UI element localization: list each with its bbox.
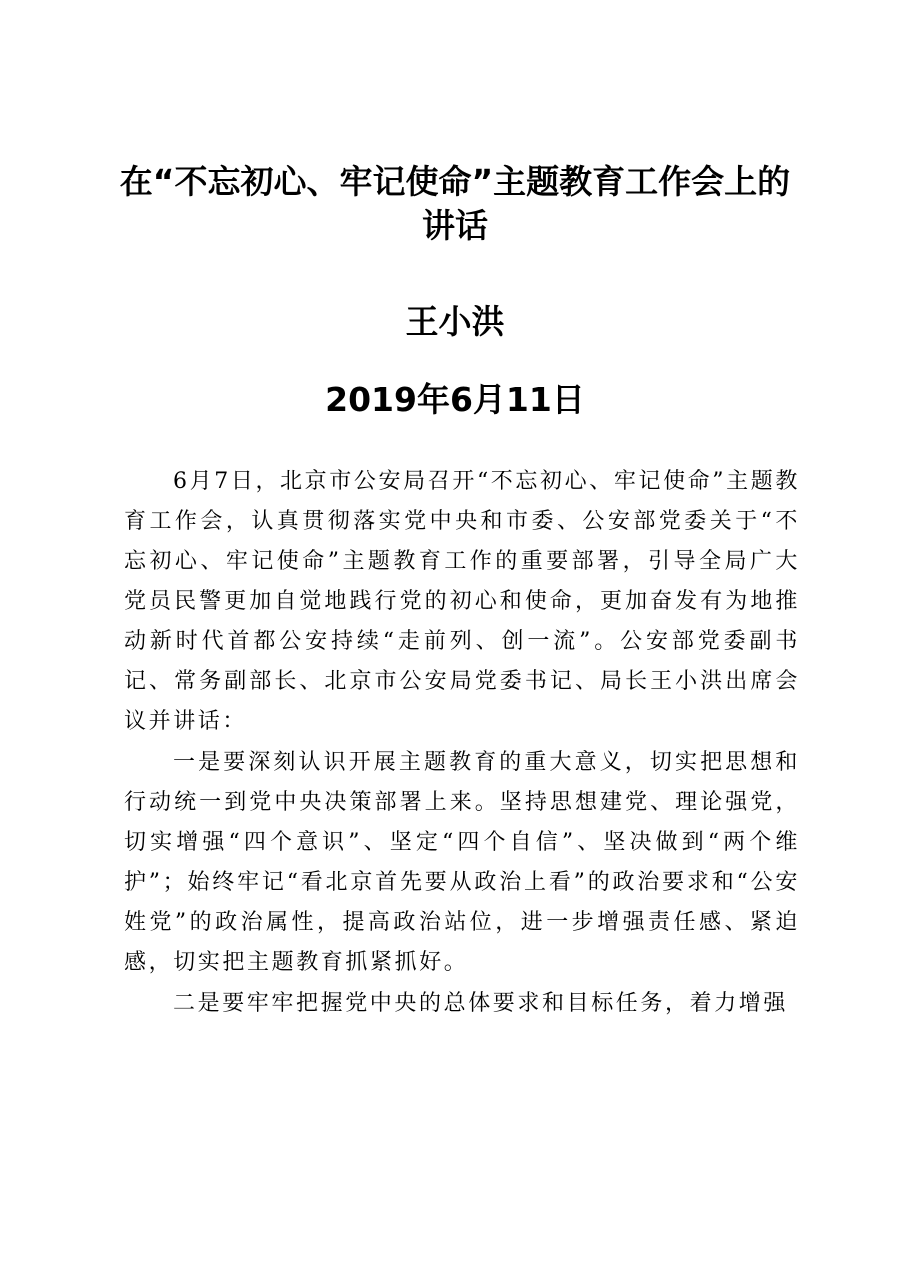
document-date: 2019年6月11日 xyxy=(325,380,585,419)
document-body xyxy=(124,462,800,1024)
paragraph-point-one: 一是要深刻认识开展主题教育的重大意义，切实把思想和行动统一到党中央决策部署上来。坚持思想建党、理论强党，切实增强“四个意识”、坚定“四个自信”、坚决做到“两个维护”；始终牢记“看北京首先要从政治上看”的政治要求和“公安姓党”的政治属性，提高政治站位，进一步增强责任感、紧迫感，切实把主题教育抓紧抓好。 xyxy=(124,750,800,975)
paragraph-point-two: 二是要牢牢把握党中央的总体要求和目标任务，着力增强 xyxy=(173,991,789,1016)
paragraph-intro: 6月7日，北京市公安局召开“不忘初心、牢记使命”主题教育工作会，认真贯彻落实党中央和市委、公安部党委关于“不忘初心、牢记使命”主题教育工作的重要部署，引导全局广大党员民警更加自觉地践行党的初心和使命，更加奋发有为地推动新时代首都公安持续“走前列、创一流”。公安部党委副书记、常务副部长、北京市公安局党委书记、局长王小洪出席会议并讲话： xyxy=(124,469,800,734)
document-author: 王小洪 xyxy=(405,302,505,341)
document-title: 在“不忘初心、牢记使命”主题教育工作会上的讲话 xyxy=(119,162,791,245)
